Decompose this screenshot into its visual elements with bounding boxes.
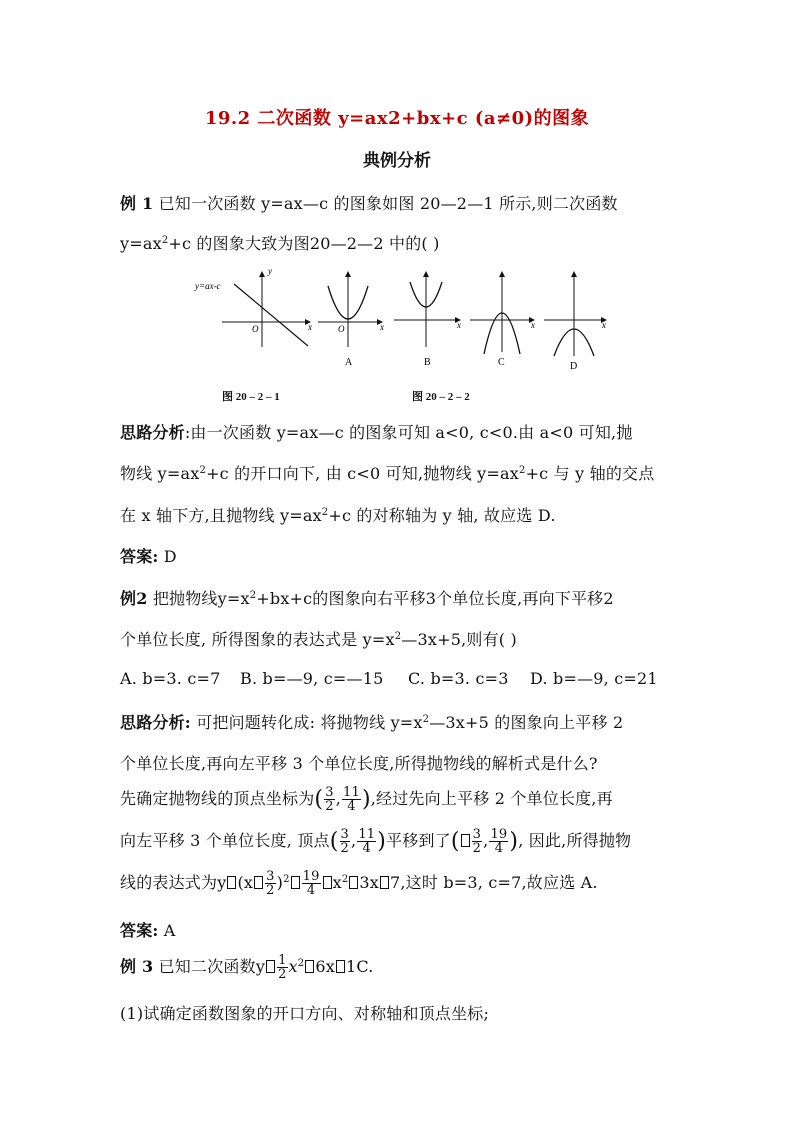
math-var: x bbox=[243, 873, 254, 892]
ex2-analysis-line2: 个单位长度,再向左平移 3 个单位长度,所得抛物线的解析式是什么? bbox=[120, 754, 598, 773]
analysis-text: ,经过先向上平移 2 个单位长度,再 bbox=[370, 789, 613, 808]
missing-glyph-box bbox=[323, 876, 332, 889]
analysis-text: 物线 y=ax bbox=[120, 464, 200, 483]
x-axis-label: x bbox=[308, 322, 312, 332]
option-d: D. b=—9, c=21 bbox=[530, 669, 658, 688]
fraction: $\frac{3}{2}$ bbox=[340, 827, 350, 856]
exponent: 2 bbox=[519, 465, 526, 476]
line-label: y=ax-c bbox=[195, 281, 221, 291]
math-term: 1C. bbox=[345, 957, 374, 976]
exponent: 2 bbox=[321, 507, 329, 518]
fraction: $\frac{1}{2}$ bbox=[278, 953, 287, 982]
option-b: B. b=—9, c=—15 bbox=[240, 669, 384, 688]
fraction: $\frac{3}{2}$ bbox=[266, 869, 275, 898]
math-term: 7 bbox=[390, 873, 401, 892]
exponent: 2 bbox=[297, 958, 305, 969]
graph-option-c bbox=[470, 272, 535, 368]
missing-glyph-box bbox=[227, 876, 236, 889]
ex1-line1 bbox=[120, 191, 680, 214]
fraction: $\frac{19}{4}$ bbox=[302, 869, 320, 898]
analysis-text: +c 与 y 轴的交点 bbox=[525, 464, 655, 483]
analysis-text: 可把问题转化成: 将抛物线 y=x bbox=[190, 713, 423, 732]
ex2-text: 把抛物线y=x bbox=[147, 589, 250, 608]
x-axis-label: x bbox=[602, 320, 606, 330]
answer-label: 答案: bbox=[120, 921, 159, 940]
analysis-text: 先确定抛物线的顶点坐标为 bbox=[120, 789, 315, 808]
ex1-text-2a: y=ax bbox=[120, 234, 162, 253]
math-var: y bbox=[255, 957, 266, 976]
graph-option-b bbox=[394, 272, 461, 368]
analysis-text: 线的表达式为 bbox=[120, 873, 218, 892]
ex1-text-2b: +c 的图象大致为图20—2—2 中的( ) bbox=[168, 234, 440, 253]
analysis-text: , 因此,所得抛物 bbox=[518, 831, 632, 850]
option-c: C. b=3. c=3 bbox=[408, 669, 509, 688]
ex1-text-1: 已知一次函数 y=ax—c 的图象如图 20—2—1 所示,则二次函数 bbox=[153, 194, 618, 213]
figure-caption-2: 图 20 – 2 – 2 bbox=[412, 391, 470, 403]
fraction: $\frac{3}{2}$ bbox=[325, 785, 334, 814]
ex3-text: 已知二次函数 bbox=[153, 957, 256, 976]
analysis-text: 向左平移 3 个单位长度, 顶点 bbox=[120, 831, 330, 850]
origin-label: O bbox=[338, 324, 345, 334]
graph-linear bbox=[194, 266, 312, 347]
math-term: 6x bbox=[315, 957, 335, 976]
answer-value: A bbox=[158, 921, 176, 940]
missing-glyph-box bbox=[349, 876, 358, 889]
ex2-line1 bbox=[120, 586, 680, 609]
exponent: 2 bbox=[249, 590, 257, 601]
ex2-analysis-line3: 先确定抛物线的顶点坐标为( $\frac{3}{2}$ , $\frac{11}{4}$ ),经过先向上平移 2 个单位长度,再 bbox=[120, 785, 613, 814]
math-var: x bbox=[332, 873, 342, 892]
ex1-line2 bbox=[120, 231, 680, 254]
ex1-answer bbox=[120, 544, 680, 567]
math-var: x bbox=[288, 957, 298, 976]
exponent: 2 bbox=[161, 235, 169, 246]
missing-glyph-box bbox=[266, 960, 275, 973]
fraction: $\frac{19}{4}$ bbox=[490, 827, 508, 856]
y-axis-label: y bbox=[268, 266, 272, 276]
math-var: y bbox=[217, 873, 227, 892]
exponent: 2 bbox=[394, 631, 402, 642]
fraction: $\frac{3}{2}$ bbox=[472, 827, 482, 856]
ex2-analysis-line1 bbox=[120, 710, 680, 733]
analysis-text: :由一次函数 y=ax—c 的图象可知 a<0, c<0.由 a<0 可知,抛 bbox=[184, 423, 633, 442]
ex2-label: 例2 bbox=[120, 589, 148, 608]
ex3-line1 bbox=[120, 954, 680, 981]
missing-glyph-box bbox=[380, 876, 389, 889]
option-d-label: D bbox=[570, 361, 578, 372]
analysis-text: 平移到了 bbox=[386, 831, 451, 850]
ex2-analysis-line4: 向左平移 3 个单位长度, 顶点( $\frac{3}{2}$ , $\frac{11}{4}$ )平移到了( $\frac{3}{2}$ , $\frac{19}{4}$ ), 因此,所得抛物 bbox=[120, 827, 632, 856]
fraction: $\frac{11}{4}$ bbox=[358, 827, 376, 856]
graph-option-d bbox=[544, 272, 606, 372]
ex2-text: +bx+c的图象向右平移3个单位长度,再向下平移2 bbox=[256, 589, 614, 608]
missing-glyph-box bbox=[305, 960, 314, 973]
exponent: 2 bbox=[199, 465, 207, 476]
missing-glyph-box bbox=[336, 960, 345, 973]
exponent: 2 bbox=[422, 714, 430, 725]
analysis-label: 思路分析: bbox=[120, 713, 191, 732]
ex2-text: 个单位长度, 所得图象的表达式是 y=x bbox=[120, 630, 395, 649]
analysis-text: +c 的对称轴为 y 轴, 故应选 D. bbox=[328, 506, 556, 525]
exponent: 2 bbox=[341, 874, 349, 885]
analysis-text: 在 x 轴下方,且抛物线 y=ax bbox=[120, 506, 322, 525]
section-heading: 典例分析 bbox=[363, 151, 431, 171]
option-b-label: B bbox=[424, 357, 431, 368]
analysis-text: —3x+5 的图象向上平移 2 bbox=[429, 713, 624, 732]
ex2-text: —3x+5,则有( ) bbox=[401, 630, 517, 649]
ex1-analysis-line1 bbox=[120, 420, 680, 443]
fraction: $\frac{11}{4}$ bbox=[342, 785, 360, 814]
x-axis-label: x bbox=[531, 320, 535, 330]
option-a-label: A bbox=[345, 357, 353, 368]
exponent: 2 bbox=[283, 874, 290, 885]
option-a: A. b=3. c=7 bbox=[120, 669, 221, 688]
option-c-label: C bbox=[498, 357, 505, 368]
answer-value: D bbox=[158, 547, 177, 566]
ex1-label: 例 1 bbox=[120, 194, 154, 213]
origin-label: O bbox=[252, 324, 259, 334]
ex2-answer bbox=[120, 918, 680, 941]
analysis-label: 思路分析 bbox=[120, 423, 185, 442]
ex3-label: 例 3 bbox=[120, 957, 154, 976]
ex1-analysis-line3 bbox=[120, 503, 680, 526]
figure-caption-1: 图 20 – 2 – 1 bbox=[222, 391, 280, 403]
ex3-line2: (1)试确定函数图象的开口方向、对称轴和顶点坐标; bbox=[120, 1004, 490, 1023]
x-axis-label: x bbox=[457, 320, 461, 330]
missing-glyph-box bbox=[254, 876, 263, 889]
ex2-options bbox=[120, 669, 680, 688]
ex2-line2 bbox=[120, 627, 680, 650]
ex2-analysis-line5: 线的表达式为y (x $\frac{3}{2}$ )$^2$ $\frac{19}{4}$ $x^2$ 3x 7,这时 b=3, c=7,故应选 A. bbox=[120, 869, 598, 898]
ex1-analysis-line2 bbox=[120, 461, 680, 484]
missing-glyph-box bbox=[291, 876, 300, 889]
missing-glyph-box bbox=[461, 834, 470, 847]
analysis-text: +c 的开口向下, 由 c<0 可知,抛物线 y=ax bbox=[206, 464, 519, 483]
page-title: 19.2 二次函数 y=ax2+bx+c (a≠0)的图象 bbox=[204, 108, 590, 129]
x-axis-label: x bbox=[380, 322, 384, 332]
analysis-text: ,这时 b=3, c=7,故应选 A. bbox=[400, 873, 598, 892]
graph-option-a bbox=[318, 272, 384, 368]
math-term: 3x bbox=[359, 873, 379, 892]
answer-label: 答案: bbox=[120, 547, 159, 566]
